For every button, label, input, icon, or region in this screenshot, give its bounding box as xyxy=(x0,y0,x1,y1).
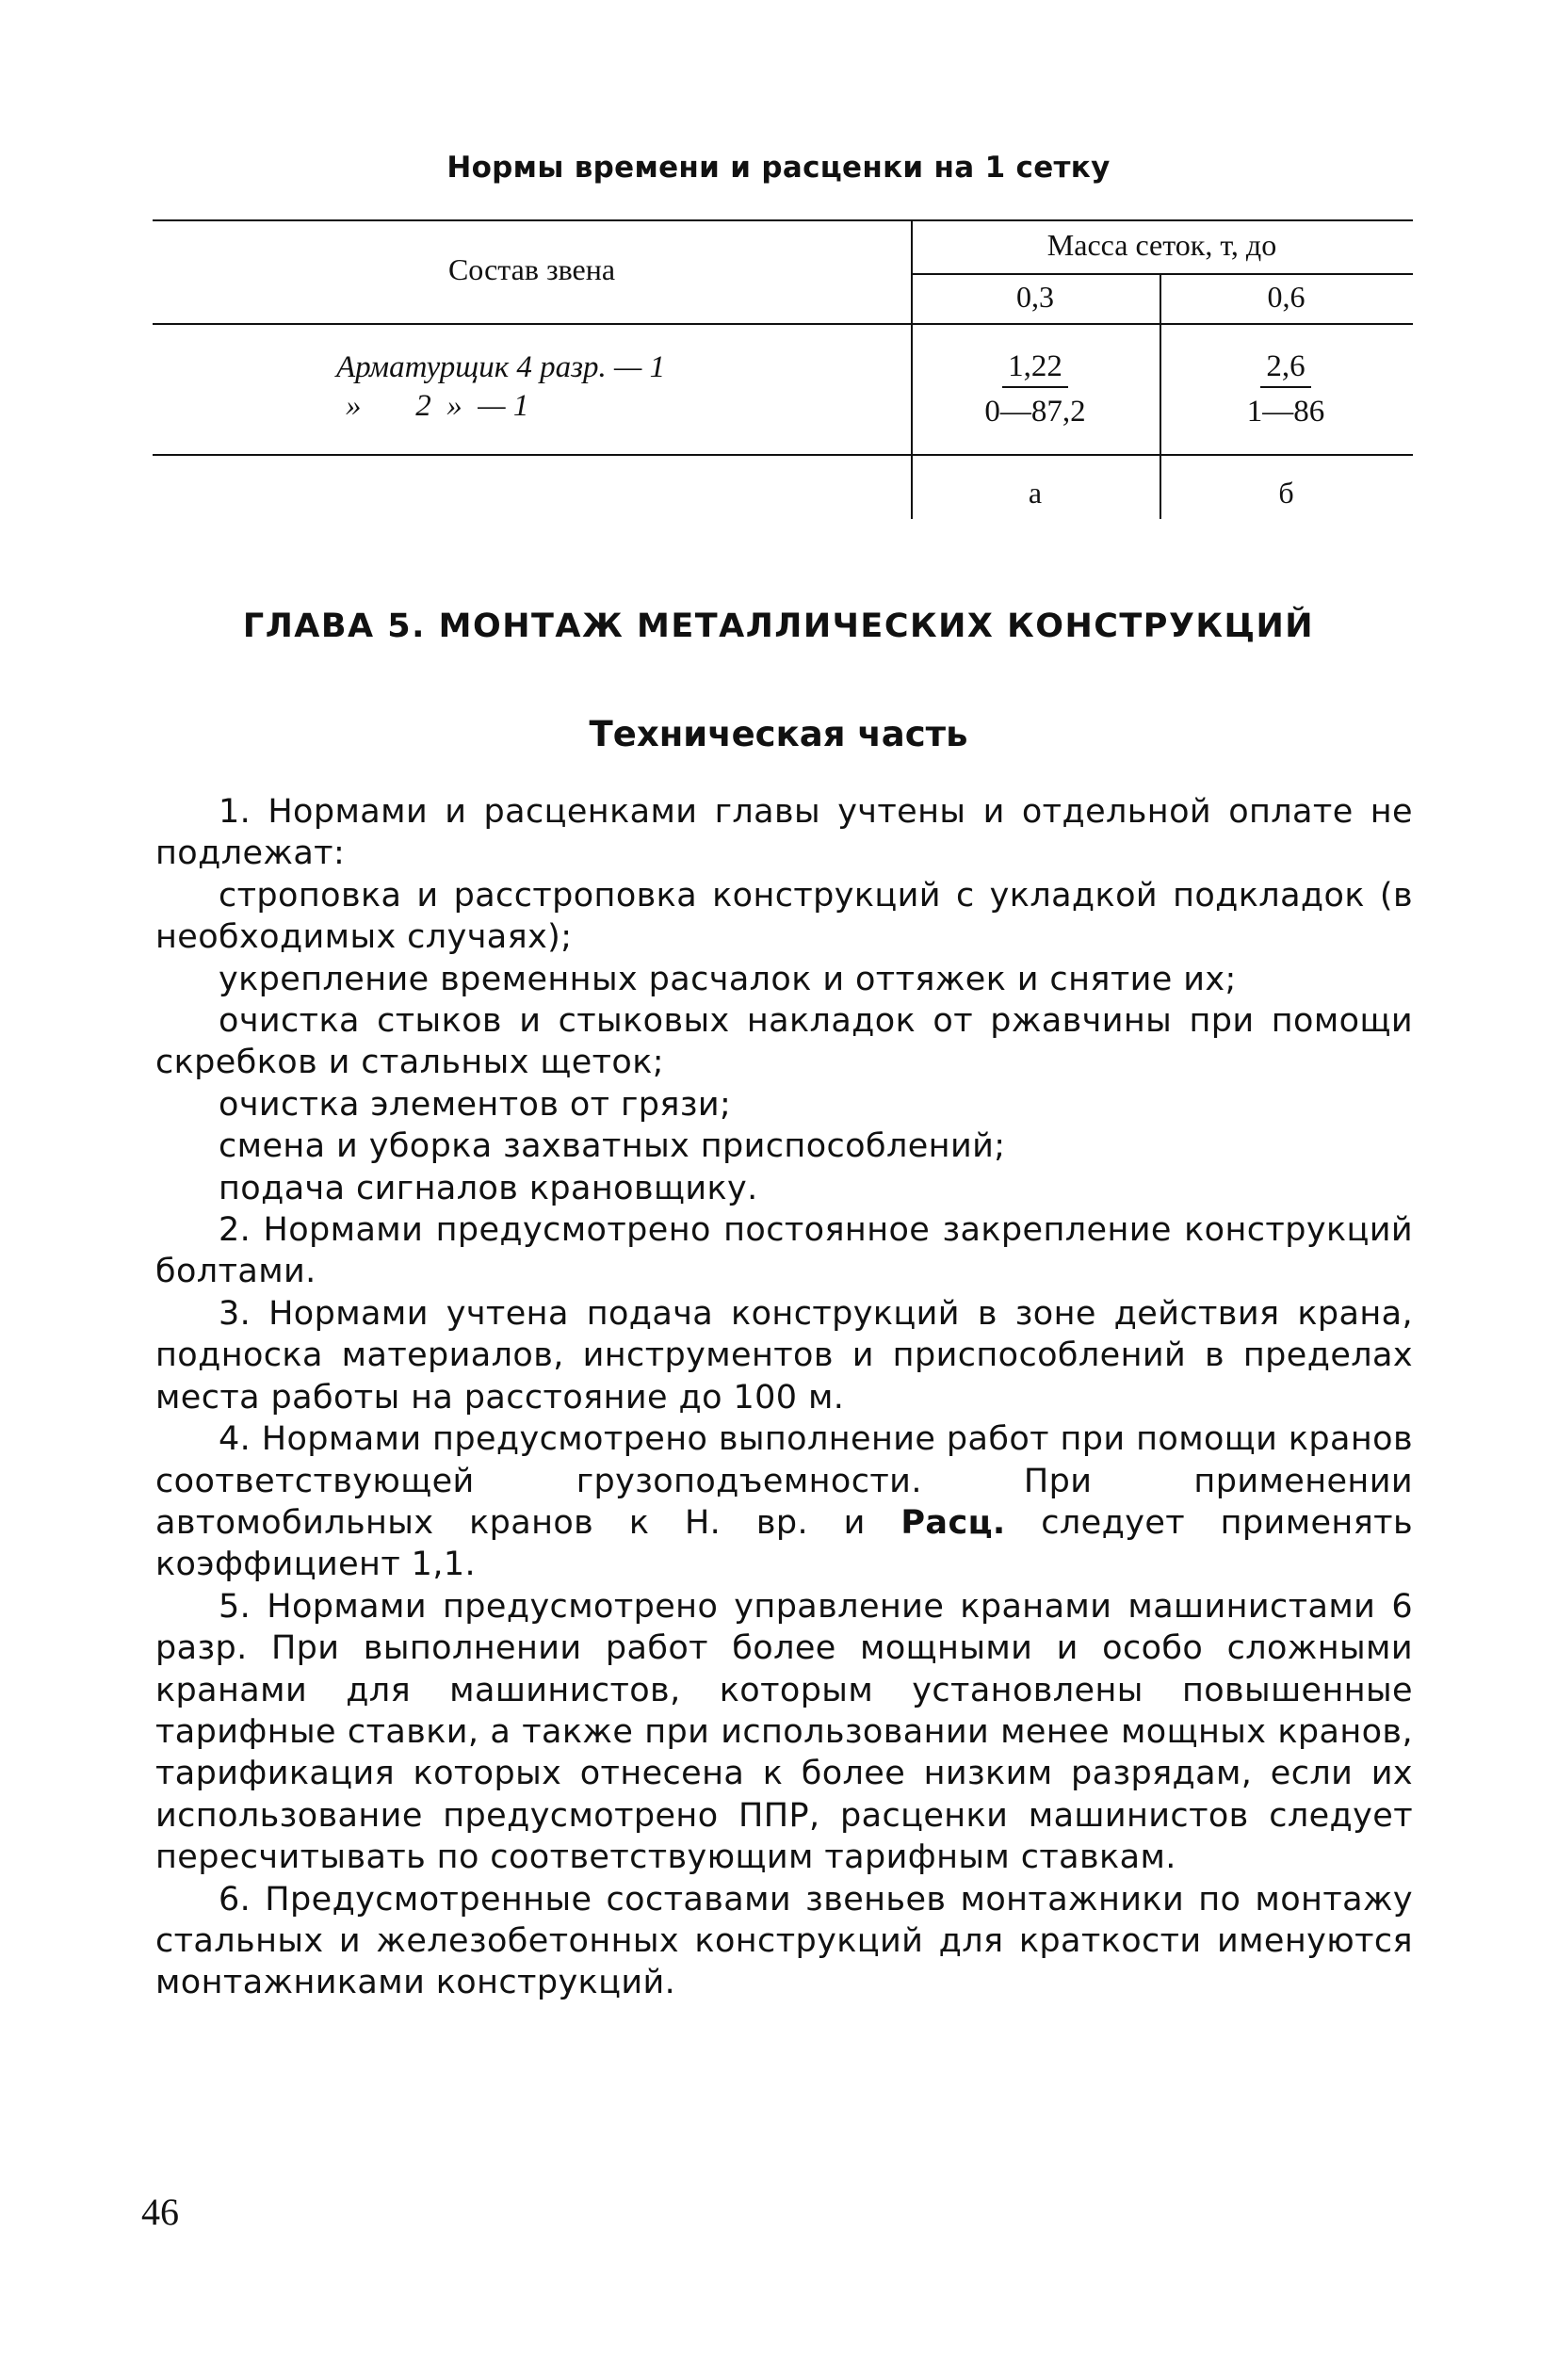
crew-row-2: » 2 » — 1 xyxy=(346,389,529,423)
value-cell-0.3 xyxy=(950,348,1120,429)
crew-header: Состав звена xyxy=(447,252,616,286)
list-item-rust-cleaning: очистка стыков и стыковых накладок от ржавчины при помощи скребков и стальных щеток; xyxy=(155,1002,1413,1082)
list-item-signals: подача сигналов крановщику. xyxy=(219,1169,758,1207)
list-item-dirt-cleaning: очистка элементов от грязи; xyxy=(219,1085,732,1124)
paragraph-4-bold: Расц. xyxy=(900,1503,1006,1542)
norms-table xyxy=(153,219,1413,519)
mass-header: Масса сеток, т, до xyxy=(1046,228,1277,262)
body-bottom-rule xyxy=(153,454,1413,456)
crew-column-divider xyxy=(911,219,913,519)
paragraph-1: 1. Нормами и расценками главы учтены и отдельной оплате не подлежат: xyxy=(155,793,1413,873)
column-letter-a: а xyxy=(1028,476,1043,510)
table-caption: Нормы времени и расценки на 1 сетку xyxy=(446,151,1111,185)
table-top-rule xyxy=(153,219,1413,221)
body-text xyxy=(155,791,1413,2004)
norm-value: 1,22 xyxy=(1002,348,1068,388)
list-item-slinging: строповка и расстроповка конструкций с укладкой подкладок (в необходимых случаях); xyxy=(155,876,1413,957)
rate-value: 0—87,2 xyxy=(984,395,1086,429)
paragraph-6: 6. Предусмотренные составами звеньев монтажники по монтажу стальных и железобетонных конструкций для краткости именуются монтажниками конструкций. xyxy=(155,1880,1413,2002)
paragraph-4 xyxy=(155,1418,1413,1586)
mass-header-rule xyxy=(911,273,1413,275)
paragraph-5: 5. Нормами предусмотрено управление кранами машинистами 6 разр. При выполнении работ более мощными и особо сложными кранами для машинистов, которым установлены повышенные тарифные ставки, а также при использовании менее мощных кранов, тарификация которых отнесена к более низким разрядам, если их использование предусмотрено ППР, расценки машинистов следует пересчитывать по соответствующим тарифным ставкам. xyxy=(155,1587,1413,1877)
page-number: 46 xyxy=(141,2191,179,2233)
norm-value: 2,6 xyxy=(1260,348,1310,388)
paragraph-3: 3. Нормами учтена подача конструкций в зоне действия крана, подноска материалов, инструментов и приспособлений в пределах места работы на расстояние до 100 м. xyxy=(155,1294,1413,1417)
paragraph-4-before: 4. Нормами предусмотрено выполнение работ при помощи кранов соответствующей грузоподъемности. При применении автомобильных кранов к Н. вр. и xyxy=(155,1420,1413,1542)
chapter-title: ГЛАВА 5. МОНТАЖ МЕТАЛЛИЧЕСКИХ КОНСТРУКЦИЙ xyxy=(242,607,1315,645)
list-item-grips: смена и уборка захватных приспособлений; xyxy=(219,1127,1006,1166)
list-item-bracing: укрепление временных расчалок и оттяжек и снятие их; xyxy=(219,960,1237,998)
header-bottom-rule xyxy=(153,323,1413,325)
value-cell-0.6 xyxy=(1201,348,1370,429)
mass-column-0.6: 0,6 xyxy=(1267,280,1306,314)
crew-row-1: Арматурщик 4 разр. — 1 xyxy=(336,350,666,384)
rate-value: 1—86 xyxy=(1246,395,1325,429)
mass-column-0.3: 0,3 xyxy=(1016,280,1054,314)
section-title: Техническая часть xyxy=(589,714,968,754)
paragraph-4-after: следует применять коэффициент 1,1. xyxy=(155,1503,1413,1584)
paragraph-2: 2. Нормами предусмотрено постоянное закрепление конструкций болтами. xyxy=(155,1211,1413,1291)
column-letter-b: б xyxy=(1278,476,1294,510)
